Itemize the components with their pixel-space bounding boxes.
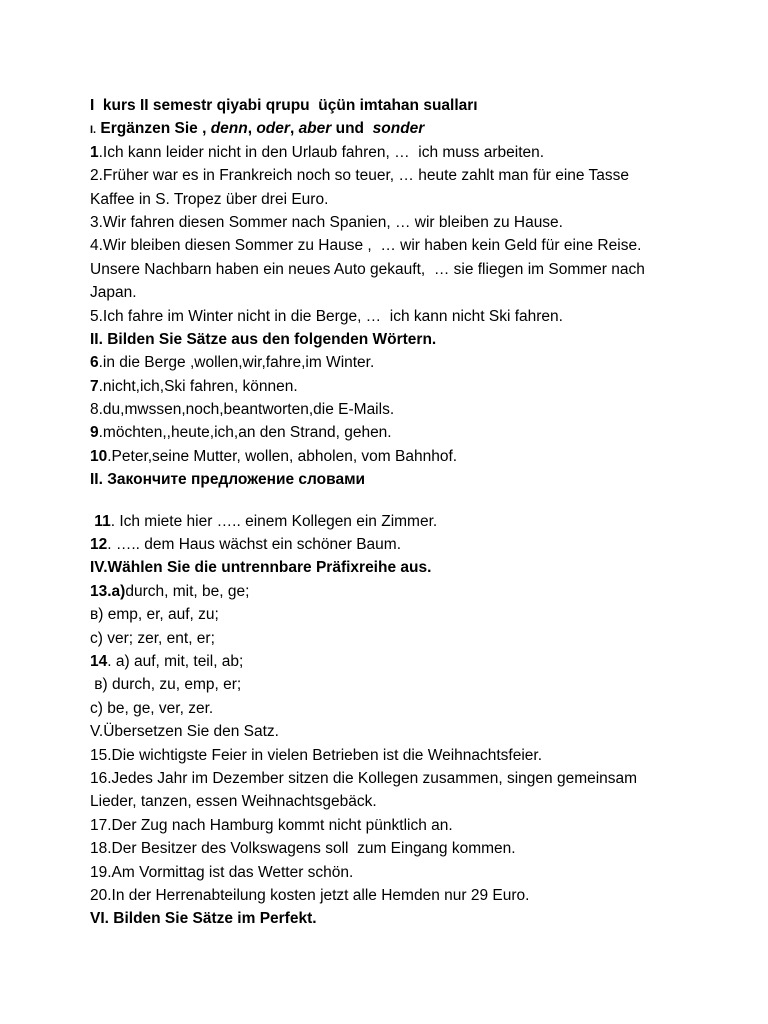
question-12 <box>90 533 740 556</box>
question-20: 20.In der Herrenabteilung kosten jetzt alle Hemden nur 29 Euro. <box>90 886 530 904</box>
question-7 <box>90 375 740 398</box>
question-10-text: .Peter,seine Mutter, wollen, abholen, vom Bahnhof. <box>107 447 458 465</box>
word-aber: aber <box>298 120 332 138</box>
question-6 <box>90 351 740 374</box>
question-13-option-a <box>90 580 740 603</box>
question-6-text: .in die Berge ,wollen,wir,fahre,im Winter. <box>98 354 375 372</box>
question-9-text: .möchten,,heute,ich,an den Strand, gehen. <box>98 424 392 442</box>
section-6-heading: VI. Bilden Sie Sätze im Perfekt. <box>90 910 317 928</box>
separator-2: , <box>289 120 299 138</box>
question-19: 19.Am Vormittag ist das Wetter schön. <box>90 863 354 881</box>
question-13-number: 13.a) <box>90 582 126 600</box>
spacer <box>90 492 740 510</box>
section-3-heading: II. Закончите предложение словами <box>90 471 366 489</box>
question-16-line-1: 16.Jedes Jahr im Dezember sitzen die Kollegen zusammen, singen gemeinsam <box>90 769 638 787</box>
question-5: 5.Ich fahre im Winter nicht in die Berge, … ich kann nicht Ski fahren. <box>90 307 563 325</box>
question-7-number: 7 <box>90 377 99 395</box>
question-7-text: .nicht,ich,Ski fahren, können. <box>98 377 298 395</box>
section-2-heading: II. Bilden Sie Sätze aus den folgenden Wörtern. <box>90 330 437 348</box>
question-12-text: . ….. dem Haus wächst ein schöner Baum. <box>107 536 402 554</box>
question-14-option-c: c) be, ge, ver, zer. <box>90 699 214 717</box>
question-3: 3.Wir fahren diesen Sommer nach Spanien, … wir bleiben zu Hause. <box>90 213 563 231</box>
question-13-option-c: c) ver; zer, ent, er; <box>90 629 215 647</box>
question-1-number: 1 <box>90 143 99 161</box>
question-8: 8.du,mwssen,noch,beantworten,die E-Mails. <box>90 401 395 419</box>
question-6-number: 6 <box>90 354 99 372</box>
question-2-line-1: 2.Früher war es in Frankreich noch so teuer, … heute zahlt man für eine Tasse <box>90 167 630 185</box>
question-15: 15.Die wichtigste Feier in vielen Betrieben ist die Weihnachtsfeier. <box>90 746 543 764</box>
section-4-heading: IV.Wählen Sie die untrennbare Präfixreihe aus. <box>90 559 432 577</box>
question-13-option-b: в) emp, er, auf, zu; <box>90 606 219 624</box>
question-1-text: .Ich kann leider nicht in den Urlaub fahren, … ich muss arbeiten. <box>98 143 545 161</box>
word-sonder: sonder <box>372 120 425 138</box>
question-16-line-2: Lieder, tanzen, essen Weihnachtsgebäck. <box>90 793 377 811</box>
question-17: 17.Der Zug nach Hamburg kommt nicht pünktlich an. <box>90 816 453 834</box>
question-14-number: 14 <box>90 652 108 670</box>
word-denn: denn <box>210 120 248 138</box>
question-2-line-2: Kaffee in S. Tropez über drei Euro. <box>90 190 329 208</box>
question-14-option-a-text: . a) auf, mit, teil, ab; <box>107 652 244 670</box>
question-14-option-b: в) durch, zu, emp, er; <box>90 676 242 694</box>
question-14-option-a <box>90 650 740 673</box>
question-9-number: 9 <box>90 424 99 442</box>
section-1-heading <box>90 117 740 140</box>
question-4-line-3: Japan. <box>90 284 137 302</box>
section-1-heading-text: Ergänzen Sie , <box>96 120 211 138</box>
separator-1: , <box>247 120 257 138</box>
question-11 <box>90 510 740 533</box>
document-content <box>90 94 740 931</box>
document-title: I kurs II semestr qiyabi qrupu üçün imtahan sualları <box>90 97 478 114</box>
question-13-option-a-text: durch, mit, be, ge; <box>125 582 250 600</box>
question-10 <box>90 445 740 468</box>
word-und: und <box>331 120 373 138</box>
question-9 <box>90 421 740 444</box>
question-12-number: 12 <box>90 536 108 554</box>
question-4-line-2: Unsere Nachbarn haben ein neues Auto gekauft, … sie fliegen im Sommer nach <box>90 260 645 278</box>
question-11-number: 11 <box>90 512 111 530</box>
word-oder: oder <box>256 120 290 138</box>
question-11-text: . Ich miete hier ….. einem Kollegen ein Zimmer. <box>110 512 438 530</box>
section-1-prefix: I. <box>90 124 97 137</box>
question-1 <box>90 141 740 164</box>
question-10-number: 10 <box>90 447 108 465</box>
question-18: 18.Der Besitzer des Volkswagens soll zum Eingang kommen. <box>90 840 516 858</box>
question-4-line-1: 4.Wir bleiben diesen Sommer zu Hause , … wir haben kein Geld für eine Reise. <box>90 237 642 255</box>
section-5-heading: V.Übersetzen Sie den Satz. <box>90 723 279 741</box>
